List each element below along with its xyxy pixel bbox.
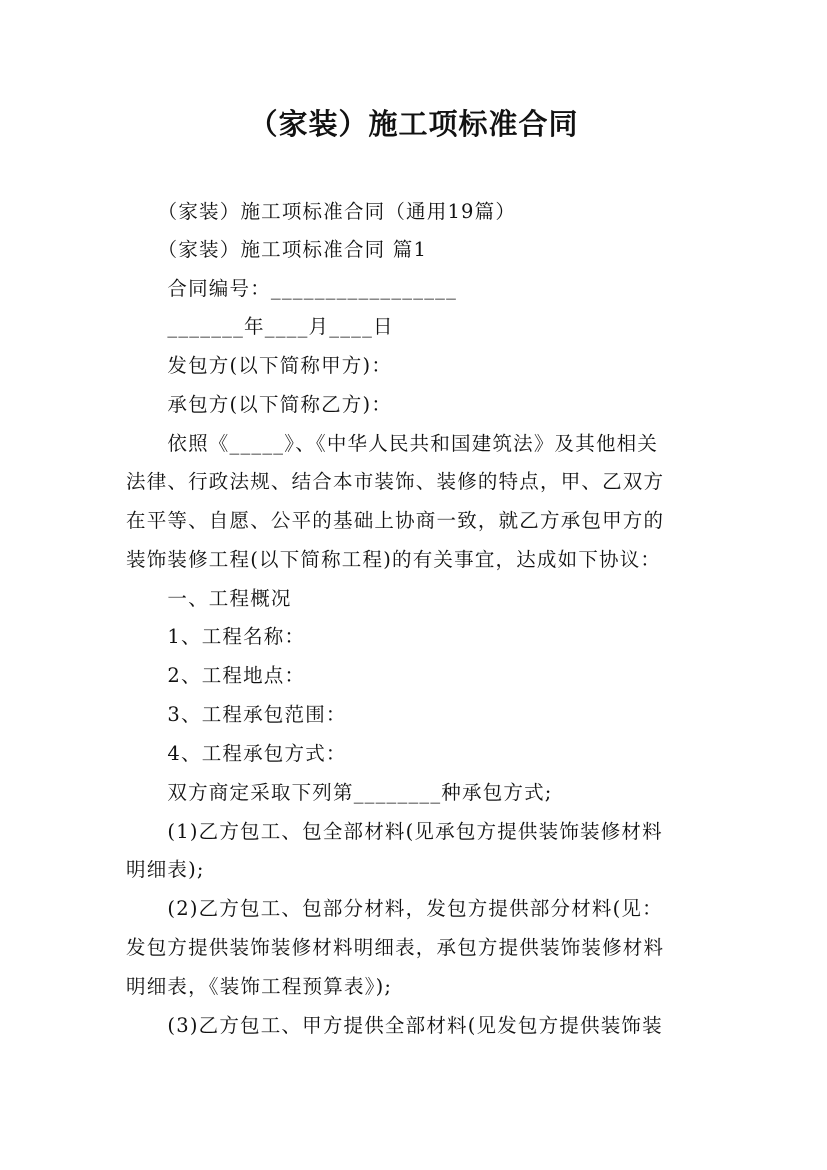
paragraph-line: 承包方(以下简称乙方)：: [126, 393, 393, 416]
paragraph-line: _______年____月____日: [126, 315, 394, 338]
paragraph-line: (1)乙方包工、包全部材料(见承包方提供装饰装修材料: [126, 820, 663, 843]
paragraph-line: 在平等、自愿、公平的基础上协商一致，就乙方承包甲方的: [126, 509, 665, 532]
paragraph-line: 1、工程名称：: [126, 625, 306, 648]
paragraph-line: (3)乙方包工、甲方提供全部材料(见发包方提供装饰装: [126, 1014, 663, 1037]
paragraph-line: 双方商定采取下列第________种承包方式;: [126, 781, 553, 804]
section-heading: 一、工程概况: [126, 587, 292, 610]
paragraph-line: 依照《_____》、《中华人民共和国建筑法》及其他相关: [126, 432, 659, 455]
paragraph-line: （家装）施工项标准合同 篇1: [126, 238, 428, 261]
paragraph-line: 装饰装修工程(以下简称工程)的有关事宜，达成如下协议：: [126, 548, 662, 571]
paragraph-line: 明细表);: [126, 858, 205, 881]
paragraph-line: 3、工程承包范围：: [126, 703, 347, 726]
paragraph-line: 明细表，《装饰工程预算表》);: [126, 975, 393, 998]
paragraph-line: （家装）施工项标准合同（通用19篇）: [126, 200, 517, 223]
paragraph-line: (2)乙方包工、包部分材料，发包方提供部分材料(见：: [126, 897, 663, 920]
paragraph-line: 发包方提供装饰装修材料明细表，承包方提供装饰装修材料: [126, 936, 665, 959]
document-title: （家装）施工项标准合同: [248, 107, 579, 141]
paragraph-line: 法律、行政法规、结合本市装饰、装修的特点，甲、乙双方: [126, 470, 665, 493]
paragraph-line: 发包方(以下简称甲方)：: [126, 354, 393, 377]
paragraph-line: 4、工程承包方式：: [126, 742, 347, 765]
paragraph-line: 2、工程地点：: [126, 664, 306, 687]
paragraph-line: 合同编号：_________________: [126, 277, 458, 300]
